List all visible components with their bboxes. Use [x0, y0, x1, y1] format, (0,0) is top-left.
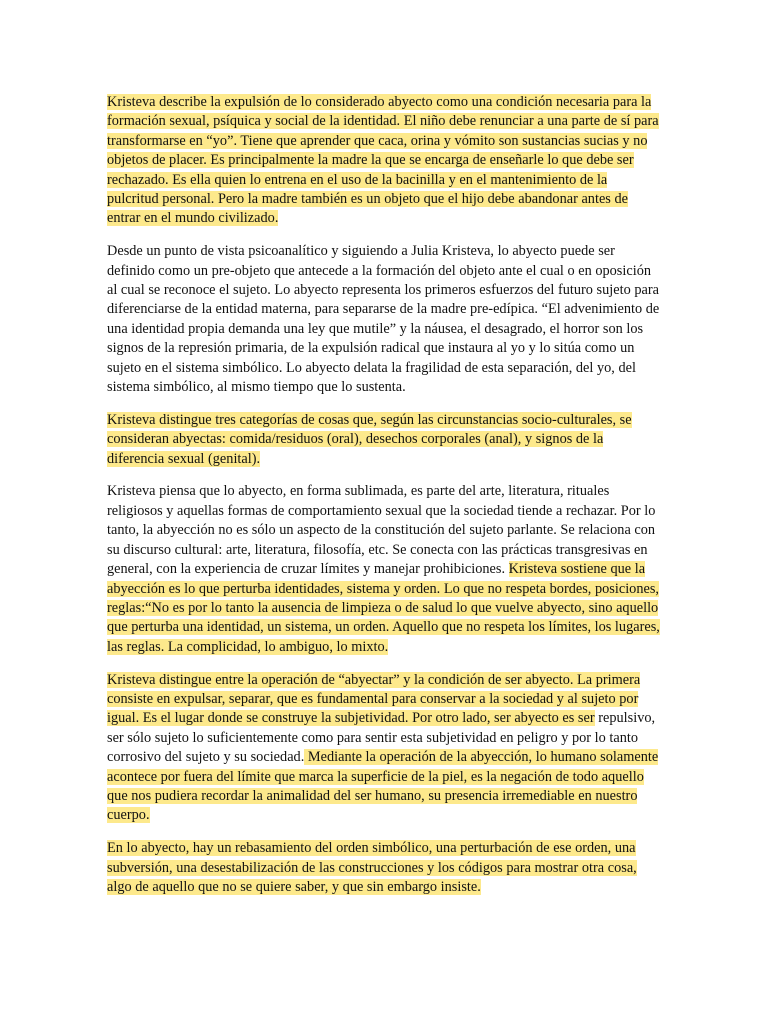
highlighted-text: Kristeva distingue entre la operación de “abyectar” y la condición de ser abyecto. La primera consiste en expulsar, separar, que es fundamental para conservar a la sociedad y al sujeto por igual. Es el lugar donde se construye la subjetividad. Por otro lado, ser abyecto es ser: [107, 671, 641, 727]
paragraph-4: [107, 482, 662, 657]
document-page: [107, 93, 662, 911]
paragraph-6: [107, 839, 662, 897]
highlighted-text: Mediante la operación de la abyección, lo humano solamente acontece por fuera del límite que marca la superficie de la piel, es la negación de todo aquello que nos pudiera recordar la animalidad del ser humano, su presencia irremediable en nuestro cuerpo.: [107, 749, 659, 824]
highlighted-text: Kristeva describe la expulsión de lo considerado abyecto como una condición necesaria para la formación sexual, psíquica y social de la identidad. El niño debe renunciar a una parte de sí para transformarse en “yo”. Tiene que aprender que caca, orina y vómito son sustancias sucias y no objetos de placer. Es principalmente la madre la que se encarga de enseñarle lo que debe ser rechazado. Es ella quien lo entrena en el uso de la bacinilla y en el mantenimiento de la pulcritud personal. Pero la madre también es un objeto que el hijo debe abandonar antes de entrar en el mundo civilizado.: [107, 94, 659, 227]
paragraph-2: [107, 242, 662, 397]
paragraph-5: [107, 671, 662, 826]
body-text: repulsivo, ser sólo sujeto lo suficientemente como para sentir esta subjetividad en peligro y por lo tanto corrosivo del sujeto y su sociedad.: [107, 710, 656, 766]
paragraph-1: [107, 93, 662, 229]
paragraph-3: [107, 411, 662, 469]
highlighted-text: En lo abyecto, hay un rebasamiento del orden simbólico, una perturbación de ese orden, una subversión, una desestabilización de las construcciones y los códigos para mostrar otra cosa, algo de aquello que no se quiere saber, y que sin embargo insiste.: [107, 840, 637, 895]
highlighted-text: Kristeva distingue tres categorías de cosas que, según las circunstancias socio-culturales, se consideran abyectas: comida/residuos (oral), desechos corporales (anal), y signos de la diferencia sexual (genital).: [107, 411, 632, 467]
highlighted-text: Kristeva sostiene que la abyección es lo que perturba identidades, sistema y orden. Lo que no respeta bordes, posiciones, reglas:“No es por lo tanto la ausencia de limpieza o de salud lo que vuelve abyecto, sino aquello que perturba una identidad, un sistema, un orden. Aquello que no respeta los límites, los lugares, las reglas. La complicidad, lo ambiguo, lo mixto.: [107, 561, 660, 655]
body-text: Desde un punto de vista psicoanalítico y siguiendo a Julia Kristeva, lo abyecto puede ser definido como un pre-objeto que antecede a la formación del objeto ante el cual o en oposición al cual se reconoce el sujeto. Lo abyecto representa los primeros esfuerzos del futuro sujeto para diferenciarse de la entidad materna, para separarse de la madre pre-edípica. “El advenimiento de una identidad propia demanda una ley que mutile” y la náusea, el desagrado, el horror son los signos de la represión primaria, de la expulsión radical que instaura al yo y lo sitúa como un sujeto en el sistema simbólico. Lo abyecto delata la fragilidad de esta separación, del yo, del sistema simbólico, al mismo tiempo que lo sustenta.: [107, 243, 660, 396]
body-text: Kristeva piensa que lo abyecto, en forma sublimada, es parte del arte, literatura, rituales religiosos y aquellas formas de comportamiento sexual que la sociedad tiende a rechazar. Por lo tanto, la abyección no es sólo un aspecto de la constitución del sujeto parlante. Se relaciona con su discurso cultural: arte, literatura, filosofía, etc. Se conecta con las prácticas transgresivas en general, con la experiencia de cruzar límites y manejar prohibiciones.: [107, 483, 656, 578]
